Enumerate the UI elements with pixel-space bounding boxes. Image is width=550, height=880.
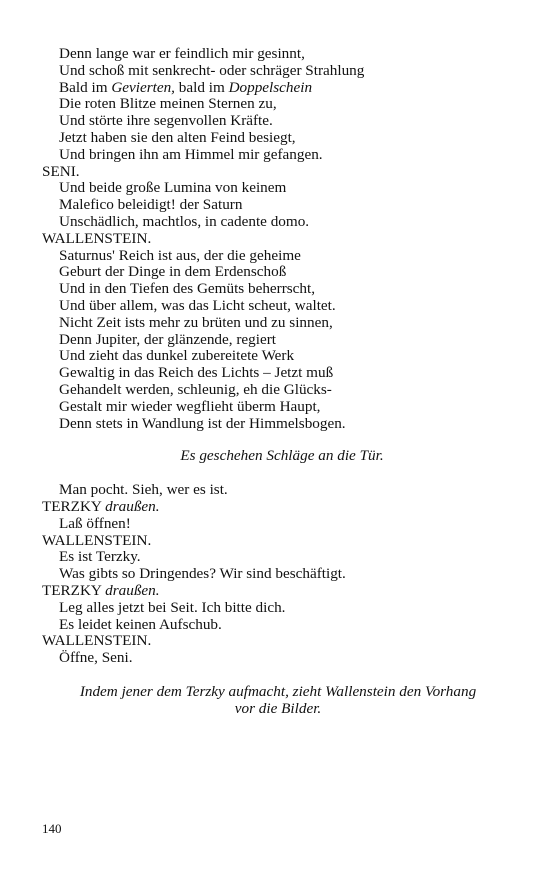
speaker-heading: [42, 583, 512, 600]
verse-line: Denn stets in Wandlung ist der Himmelsbogen.: [59, 414, 346, 432]
stage-direction-final: [42, 684, 512, 718]
verse-line: Saturnus' Reich ist aus, der die geheime: [59, 246, 301, 264]
verse-line: Es ist Terzky.: [59, 548, 141, 566]
speaker-direction: draußen.: [105, 581, 160, 599]
stage-direction: Es geschehen Schläge an die Tür.: [180, 447, 384, 465]
stage-direction-line: vor die Bilder.: [234, 699, 322, 717]
verse-line: Und zieht das dunkel zubereitete Werk: [59, 347, 295, 365]
verse-line: Man pocht. Sieh, wer es ist.: [59, 481, 228, 499]
verse-line: Was gibts so Dringendes? Wir sind beschäftigt.: [59, 565, 346, 583]
verse-line: Gewaltig in das Reich des Lichts – Jetzt muß: [59, 364, 334, 382]
verse-line: Und beide große Lumina von keinem: [59, 179, 287, 197]
verse-line: Jetzt haben sie den alten Feind besiegt,: [59, 128, 296, 146]
verse-line: Es leidet keinen Aufschub.: [59, 615, 222, 633]
verse-line: Und schoß mit senkrecht- oder schräger Strahlung: [59, 61, 365, 79]
verse-line: [42, 80, 512, 97]
verse-line: Unschädlich, machtlos, in cadente domo.: [59, 212, 310, 230]
verse-line: Geburt der Dinge in dem Erdenschoß: [59, 263, 287, 281]
speaker-name: WALLENSTEIN.: [42, 531, 152, 549]
verse-line: Malefico beleidigt! der Saturn: [59, 196, 243, 214]
verse-line: Öffne, Seni.: [59, 649, 133, 667]
verse-line: Denn lange war er feindlich mir gesinnt,: [59, 45, 305, 62]
speaker-name: TERZKY: [42, 497, 102, 515]
verse-line: Leg alles jetzt bei Seit. Ich bitte dich.: [59, 598, 286, 616]
verse-line: Die roten Blitze meinen Sternen zu,: [59, 95, 277, 113]
verse-line: Und in den Tiefen des Gemüts beherrscht,: [59, 280, 316, 298]
speaker-name: TERZKY: [42, 581, 102, 599]
speaker-heading: [42, 533, 512, 550]
verse-line: Laß öffnen!: [59, 514, 131, 532]
verse-fragment: Bald im: [59, 78, 112, 96]
verse-line: Gehandelt werden, schleunig, eh die Glücks-: [59, 380, 332, 398]
verse-line: Nicht Zeit ists mehr zu brüten und zu sinnen,: [59, 313, 333, 331]
verse-fragment: bald im: [174, 78, 229, 96]
stage-direction-line: Indem jener dem Terzky aufmacht, zieht Wallenstein den Vorhang: [79, 682, 477, 700]
verse-line: Gestalt mir wieder wegflieht überm Haupt,: [59, 397, 321, 415]
speaker-name: WALLENSTEIN.: [42, 229, 152, 247]
drama-text: [42, 46, 512, 717]
speaker-heading: [42, 499, 512, 516]
italic-term: Gevierten,: [111, 78, 175, 96]
speaker-heading: [42, 633, 512, 650]
italic-term: Doppelschein: [228, 78, 313, 96]
verse-line: Und störte ihre segenvollen Kräfte.: [59, 112, 273, 130]
speaker-name: WALLENSTEIN.: [42, 632, 152, 650]
speaker-heading: [42, 231, 512, 248]
verse-line: Und bringen ihn am Himmel mir gefangen.: [59, 145, 323, 163]
speaker-direction: draußen.: [105, 497, 160, 515]
speaker-heading: [42, 164, 512, 181]
verse-line: Und über allem, was das Licht scheut, waltet.: [59, 296, 336, 314]
speaker-name: SENI.: [42, 162, 80, 180]
verse-line: Denn Jupiter, der glänzende, regiert: [59, 330, 276, 348]
page-number: 140: [42, 821, 62, 836]
